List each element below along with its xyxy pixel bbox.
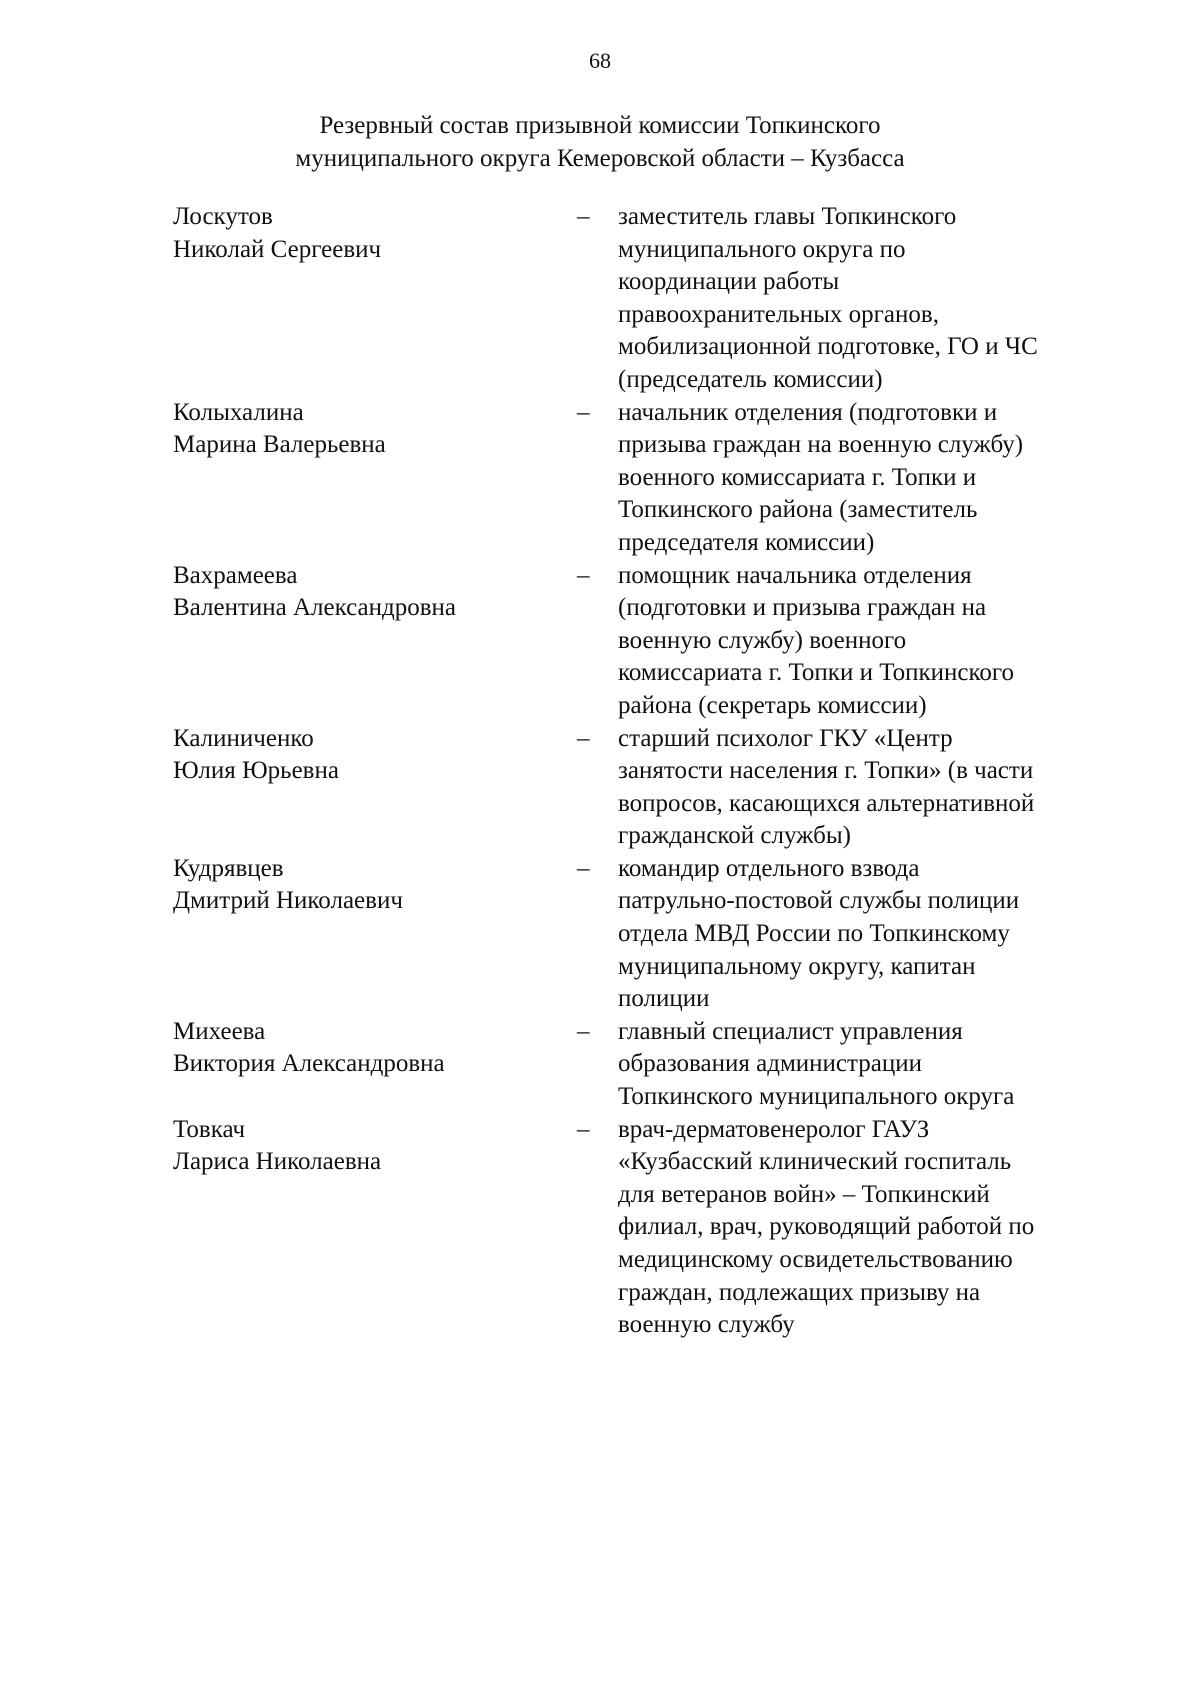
- member-name: [173, 853, 403, 918]
- member-entry: [0, 853, 1200, 1016]
- member-entry: [0, 397, 1200, 560]
- member-name: [173, 723, 339, 788]
- position-line: призыва граждан на военную службу): [618, 431, 1024, 459]
- position-line: Топкинского района (заместитель: [618, 496, 978, 524]
- position-line: вопросов, касающихся альтернативной: [618, 789, 1035, 817]
- position-line: для ветеранов войн» – Топкинский: [618, 1180, 990, 1208]
- member-name: [173, 397, 386, 462]
- position-line: Топкинского муниципального округа: [618, 1083, 1015, 1111]
- dash-separator: –: [577, 561, 590, 589]
- member-position: [618, 723, 1098, 853]
- position-line: района (секретарь комиссии): [618, 691, 927, 719]
- position-line: медицинскому освидетельствованию: [618, 1246, 1013, 1273]
- position-line: военную службу) военного: [618, 626, 907, 654]
- position-line: помощник начальника отделения: [618, 561, 972, 589]
- position-line: военного комиссариата г. Топки и: [618, 463, 977, 491]
- position-line: заместитель главы Топкинского: [618, 203, 957, 230]
- member-given-names: Николай Сергеевич: [173, 235, 382, 263]
- position-line: врач-дерматовенеролог ГАУЗ: [618, 1115, 930, 1143]
- member-name: [173, 560, 456, 625]
- member-surname: Товкач: [173, 1115, 246, 1143]
- position-line: полиции: [618, 985, 710, 1013]
- member-entry: [0, 1016, 1200, 1114]
- member-position: [618, 560, 1098, 723]
- member-position: [618, 1016, 1098, 1114]
- member-position: [618, 397, 1098, 560]
- member-given-names: Валентина Александровна: [173, 594, 456, 622]
- position-line: филиал, врач, руководящий работой по: [618, 1213, 1035, 1241]
- page-number: 68: [589, 48, 611, 73]
- position-line: гражданской службы): [618, 822, 851, 850]
- dash-separator: –: [577, 724, 590, 752]
- dash-separator: –: [577, 854, 590, 882]
- title-line: муниципального округа Кемеровской области – Кузбасса: [295, 145, 905, 172]
- position-line: отдела МВД России по Топкинскому: [618, 920, 1010, 948]
- member-entry: [0, 201, 1200, 397]
- position-line: начальник отделения (подготовки и: [618, 398, 998, 426]
- member-surname: Лоскутов: [173, 203, 273, 230]
- member-surname: Калиниченко: [173, 724, 314, 752]
- member-entry: [0, 1114, 1200, 1342]
- member-name: [173, 1114, 381, 1179]
- position-line: мобилизационной подготовке, ГО и ЧС: [618, 333, 1038, 361]
- member-name: [173, 201, 381, 266]
- dash-separator: –: [577, 398, 590, 426]
- member-list: [0, 201, 1200, 1342]
- position-line: комиссариата г. Топки и Топкинского: [618, 659, 1014, 687]
- position-line: граждан, подлежащих призыву на: [618, 1278, 981, 1306]
- position-line: координации работы: [618, 268, 840, 296]
- member-surname: Колыхалина: [173, 398, 304, 426]
- member-given-names: Марина Валерьевна: [173, 431, 386, 459]
- member-position: [618, 1114, 1098, 1342]
- member-given-names: Виктория Александровна: [173, 1050, 445, 1078]
- dash-separator: –: [577, 1115, 590, 1143]
- position-line: занятости населения г. Топки» (в части: [618, 757, 1034, 785]
- document-title: [0, 109, 1200, 175]
- member-position: [618, 853, 1098, 1016]
- member-given-names: Дмитрий Николаевич: [173, 887, 403, 915]
- position-line: военную службу: [618, 1311, 795, 1339]
- member-surname: Михеева: [173, 1017, 266, 1045]
- position-line: командир отдельного взвода: [618, 854, 920, 882]
- member-entry: [0, 560, 1200, 723]
- member-position: [618, 201, 1098, 397]
- member-surname: Вахрамеева: [173, 561, 298, 589]
- dash-separator: –: [577, 1017, 590, 1045]
- position-line: муниципальному округу, капитан: [618, 952, 976, 980]
- position-line: (председатель комиссии): [618, 365, 883, 393]
- position-line: образования администрации: [618, 1050, 922, 1078]
- position-line: (подготовки и призыва граждан на: [618, 594, 987, 622]
- member-name: [173, 1016, 445, 1081]
- position-line: «Кузбасский клинический госпиталь: [618, 1148, 1012, 1176]
- position-line: председателя комиссии): [618, 528, 875, 556]
- position-line: старший психолог ГКУ «Центр: [618, 724, 953, 752]
- position-line: правоохранительных органов,: [618, 300, 939, 328]
- member-entry: [0, 723, 1200, 853]
- position-line: муниципального округа по: [618, 235, 906, 263]
- member-surname: Кудрявцев: [173, 854, 284, 882]
- position-line: патрульно-постовой службы полиции: [618, 887, 1020, 915]
- position-line: главный специалист управления: [618, 1017, 963, 1045]
- title-line: Резервный состав призывной комиссии Топкинского: [319, 112, 881, 139]
- member-given-names: Юлия Юрьевна: [173, 757, 339, 785]
- dash-separator: –: [577, 203, 590, 230]
- member-given-names: Лариса Николаевна: [173, 1148, 382, 1176]
